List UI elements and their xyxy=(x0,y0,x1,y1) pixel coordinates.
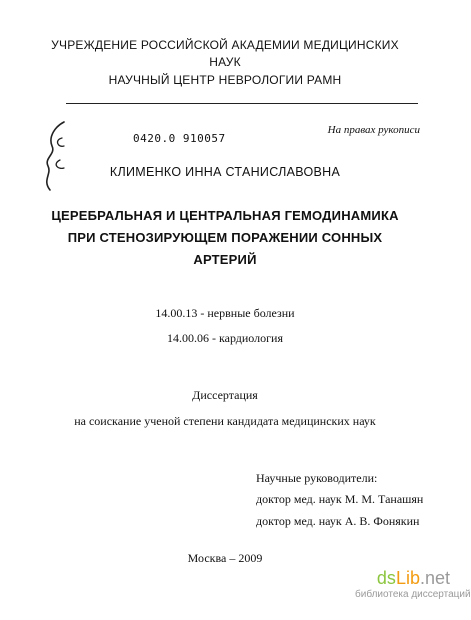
dslib-watermark xyxy=(355,568,471,600)
institution-line-3: НАУЧНЫЙ ЦЕНТР НЕВРОЛОГИИ РАМН xyxy=(108,73,342,87)
degree-statement: на соискание ученой степени кандидата медицинских наук xyxy=(74,414,376,428)
watermark-logo-net: .net xyxy=(419,568,450,588)
title-line-1: ЦЕРЕБРАЛЬНАЯ И ЦЕНТРАЛЬНАЯ ГЕМОДИНАМИКА xyxy=(51,208,399,223)
manuscript-rights-note: На правах рукописи xyxy=(327,124,420,136)
watermark-logo xyxy=(355,568,450,589)
watermark-logo-lib: Lib xyxy=(395,568,420,588)
supervisor-2: доктор мед. наук А. В. Фонякин xyxy=(256,514,420,528)
institution-line-1: УЧРЕЖДЕНИЕ РОССИЙСКОЙ АКАДЕМИИ МЕДИЦИНСКИХ xyxy=(51,38,399,52)
supervisors-heading: Научные руководители: xyxy=(256,471,378,485)
specialty-2: 14.00.06 - кардиология xyxy=(166,331,284,345)
author-name: КЛИМЕНКО ИННА СТАНИСЛАВОВНА xyxy=(109,165,341,179)
watermark-subtitle: библиотека диссертаций xyxy=(355,589,471,600)
document-type: Диссертация xyxy=(192,388,258,402)
header-divider xyxy=(66,103,418,104)
institution-line-2: НАУК xyxy=(209,55,241,69)
library-code: 0420.0 910057 xyxy=(133,132,226,145)
specialty-1: 14.00.13 - нервные болезни xyxy=(155,306,295,320)
watermark-logo-ds: ds xyxy=(376,568,396,588)
title-line-3: АРТЕРИЙ xyxy=(193,252,257,267)
supervisor-1: доктор мед. наук М. М. Танашян xyxy=(256,492,424,506)
handwritten-signature xyxy=(38,116,74,196)
title-line-2: ПРИ СТЕНОЗИРУЮЩЕМ ПОРАЖЕНИИ СОННЫХ xyxy=(67,230,383,245)
place-year: Москва – 2009 xyxy=(187,551,263,565)
